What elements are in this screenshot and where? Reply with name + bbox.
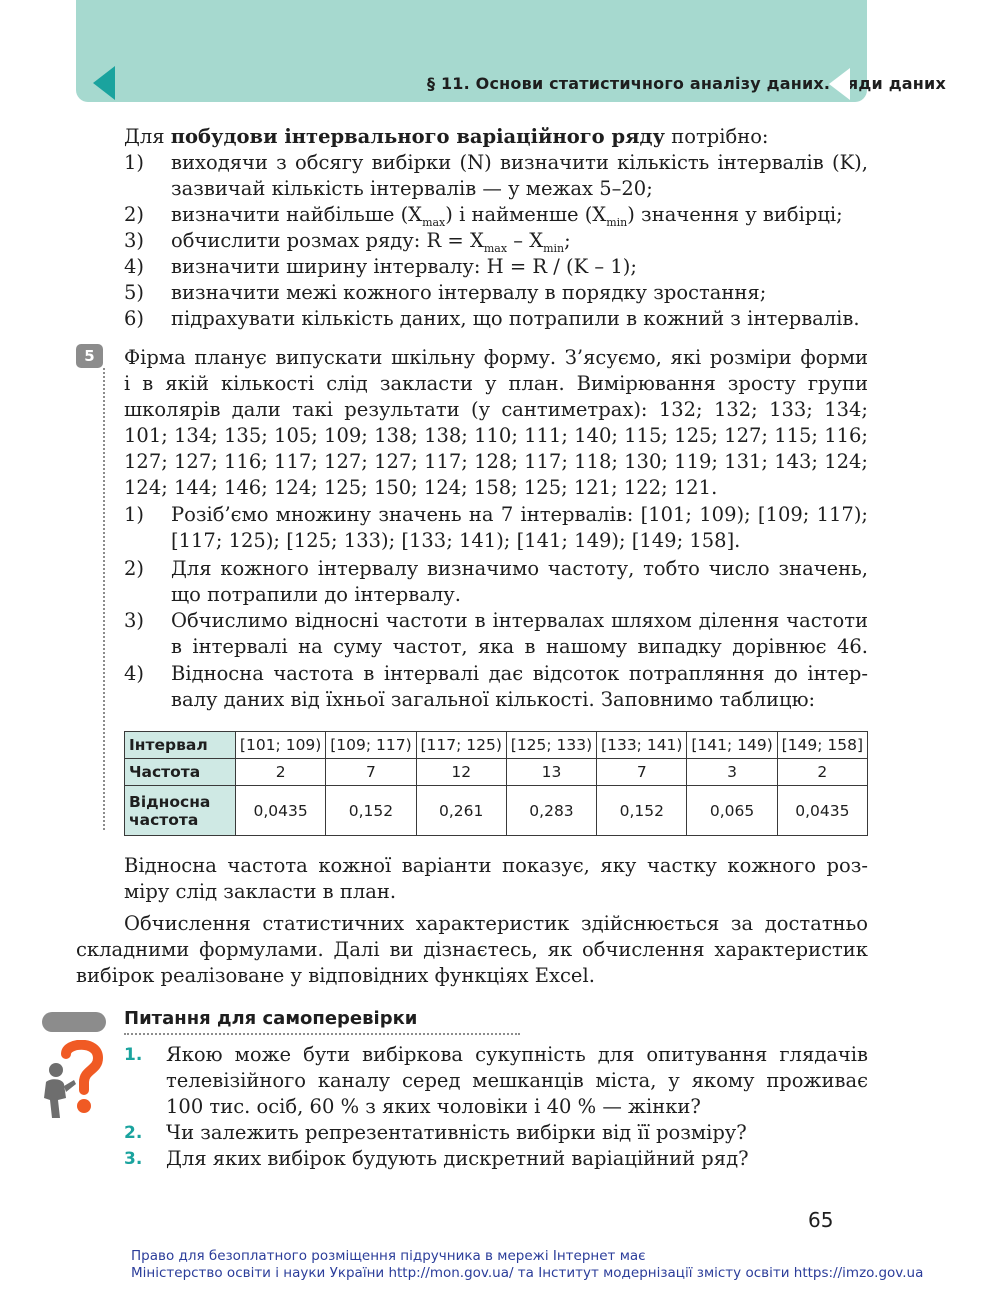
questions-title-underline (124, 1033, 520, 1035)
table-row-header: Відносна частота (125, 786, 236, 836)
table-row-frequency (125, 759, 868, 786)
task-step-text: валу даних від їхньої загальної кількості. Заповнимо таблицю: (171, 688, 816, 711)
questions-title: Питання для самоперевірки (124, 1008, 418, 1029)
prev-page-arrow-icon[interactable] (93, 66, 115, 100)
table-cell: 0,152 (597, 786, 687, 836)
intro-step-number: 5) (124, 281, 145, 304)
questions-tab-bar (42, 1012, 106, 1032)
task-paragraph-line: і в якій кількості слід закласти у план. Вимірювання зросту групи (124, 372, 868, 395)
table-cell: [149; 158] (777, 732, 867, 759)
intro-step-text: обчислити розмах ряду: $R = X_{max} - X_{min}$; (171, 229, 571, 255)
table-cell: 7 (597, 759, 687, 786)
table-cell: 0,0435 (777, 786, 867, 836)
intro-lead: Для побудови інтервального варіаційного ряду потрібно: (124, 125, 769, 148)
intro-step-text: визначити ширину інтервалу: H = R / (K – 1); (171, 255, 637, 278)
footer-line: Міністерство освіти і науки України http://mon.gov.ua/ та Інститут модернізації змісту освіти https://imzo.gov.ua (131, 1265, 924, 1281)
table-row-header: Інтервал (125, 732, 236, 759)
table-cell: 3 (687, 759, 777, 786)
task-paragraph-line: школярів дали такі результати (у сантиметрах): 132; 132; 133; 134; (124, 398, 868, 421)
frequency-table (124, 731, 868, 836)
intro-step-number: 1) (124, 151, 145, 174)
table-cell: [133; 141) (597, 732, 687, 759)
intro-step-text: зазвичай кількість інтервалів — у межах 5–20; (171, 177, 653, 200)
task-step-text: Для кожного інтервалу визначимо частоту, тобто число значень, (171, 557, 868, 580)
task-step-number: 3) (124, 609, 145, 632)
intro-step-number: 6) (124, 307, 145, 330)
question-text: Для яких вибірок будують дискретний варіаційний ряд? (166, 1147, 749, 1170)
intro-step-text: визначити найбільше $(X_{max})$ і найменше $(X_{min})$ значення у вибірці; (171, 203, 843, 229)
table-cell: 2 (236, 759, 326, 786)
table-cell: 7 (326, 759, 416, 786)
question-text: телевізійного каналу серед мешканців міста, у якому проживає (166, 1069, 868, 1092)
question-number: 2. (124, 1123, 143, 1143)
next-page-arrow-icon[interactable] (829, 68, 850, 100)
table-row-relative-frequency (125, 786, 868, 836)
intro-step-text: визначити межі кожного інтервалу в порядку зростання; (171, 281, 767, 304)
table-cell: 2 (777, 759, 867, 786)
table-cell: 0,261 (416, 786, 506, 836)
task-step-number: 1) (124, 503, 145, 526)
task-step-text: що потрапили до інтервалу. (171, 583, 461, 606)
question-text: 100 тис. осіб, 60 % з яких чоловіки і 40 % — жінки? (166, 1095, 701, 1118)
table-cell: 12 (416, 759, 506, 786)
question-number: 1. (124, 1045, 143, 1065)
task-paragraph-line: Фірма планує випускати шкільну форму. З’ясуємо, які розміри форми (124, 346, 868, 369)
body-paragraph-line: Відносна частота кожної варіанти показує, яку частку кожного роз- (124, 854, 868, 877)
chapter-title: § 11. Основи статистичного аналізу даних. Ряди даних (427, 74, 946, 93)
question-number: 3. (124, 1149, 143, 1169)
task-paragraph-line: 124; 144; 146; 124; 125; 150; 124; 158; 125; 121; 122; 121. (124, 476, 718, 499)
question-text: Чи залежить репрезентативність вибірки від її розміру? (166, 1121, 747, 1144)
intro-step-number: 3) (124, 229, 145, 252)
task-step-text: Обчислимо відносні частоти в інтервалах шляхом ділення частоти (171, 609, 868, 632)
task-step-text: [117; 125); [125; 133); [133; 141); [141; 149); [149; 158]. (171, 529, 741, 552)
intro-step-number: 2) (124, 203, 145, 226)
table-cell: [109; 117) (326, 732, 416, 759)
task-paragraph-line: 127; 127; 116; 117; 127; 127; 117; 128; 117; 118; 130; 119; 131; 143; 124; (124, 450, 868, 473)
task-step-number: 2) (124, 557, 145, 580)
intro-step-number: 4) (124, 255, 145, 278)
task-paragraph-line: 101; 134; 135; 105; 109; 138; 138; 110; 111; 140; 115; 125; 127; 115; 116; (124, 424, 868, 447)
task-margin-divider (103, 368, 105, 830)
table-cell: [117; 125) (416, 732, 506, 759)
body-paragraph-line: складними формулами. Далі ви дізнаєтесь, як обчислення характеристик (76, 938, 868, 961)
question-text: Якою може бути вибіркова сукупність для опитування глядачів (166, 1043, 868, 1066)
body-paragraph-line: вибірок реалізоване у відповідних функціях Excel. (76, 964, 595, 987)
table-cell: 0,065 (687, 786, 777, 836)
footer-line: Право для безоплатного розміщення підручника в мережі Інтернет має (131, 1248, 646, 1264)
page-number: 65 (808, 1208, 834, 1232)
table-row-header: Частота (125, 759, 236, 786)
table-row-intervals (125, 732, 868, 759)
table-cell: 0,0435 (236, 786, 326, 836)
task-number-badge: 5 (76, 344, 103, 368)
body-paragraph-line: міру слід закласти в план. (124, 880, 397, 903)
table-cell: [141; 149) (687, 732, 777, 759)
table-cell: [125; 133) (506, 732, 596, 759)
body-paragraph-line: Обчислення статистичних характеристик здійснюється за достатньо (124, 912, 868, 935)
task-step-text: Відносна частота в інтервалі дає відсоток потрапляння до інтер- (171, 662, 868, 685)
task-step-number: 4) (124, 662, 145, 685)
table-cell: 0,283 (506, 786, 596, 836)
task-step-text: Розіб’ємо множину значень на 7 інтервалів: [101; 109); [109; 117); (171, 503, 868, 526)
table-cell: 13 (506, 759, 596, 786)
table-cell: [101; 109) (236, 732, 326, 759)
table-cell: 0,152 (326, 786, 416, 836)
intro-step-text: підрахувати кількість даних, що потрапили в кожний з інтервалів. (171, 307, 860, 330)
intro-step-text: виходячи з обсягу вибірки (N) визначити кількість інтервалів (K), (171, 151, 868, 174)
task-step-text: в інтервалі на суму частот, яка в нашому випадку дорівнює 46. (171, 635, 868, 658)
thinking-person-question-icon (36, 1040, 106, 1122)
